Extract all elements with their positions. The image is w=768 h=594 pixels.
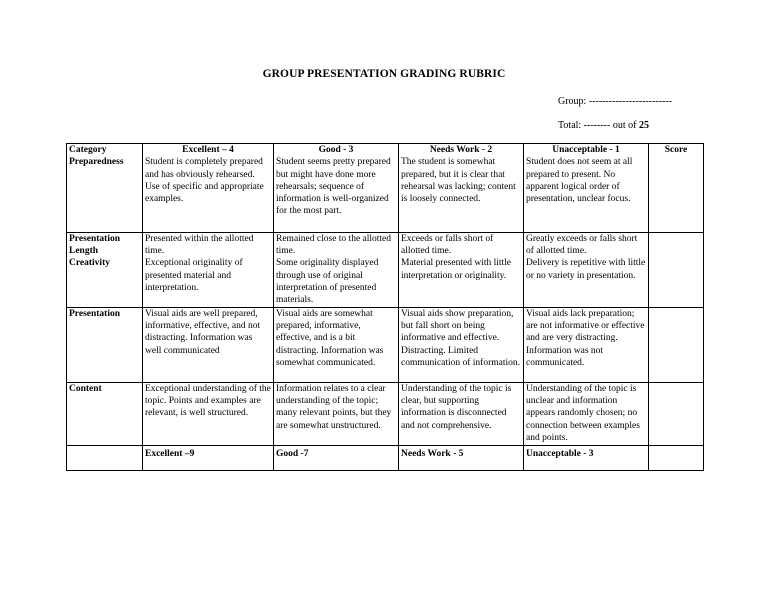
rubric-table bbox=[66, 143, 704, 471]
row-category: Content bbox=[67, 382, 143, 445]
cell-score bbox=[649, 232, 704, 257]
cell-unacceptable: Greatly exceeds or falls short of allotted time. bbox=[524, 232, 649, 257]
cell-good: Remained close to the allotted time. bbox=[274, 232, 399, 257]
cell-excellent: Visual aids are well prepared, informative, effective, and not distracting. Information was well communicated bbox=[143, 307, 274, 382]
summary-row bbox=[67, 445, 704, 470]
table-row bbox=[67, 156, 704, 232]
summary-unacceptable: Unacceptable - 3 bbox=[524, 445, 649, 470]
total-prefix: Total: -------- out of bbox=[558, 120, 639, 131]
table-row bbox=[67, 307, 704, 382]
cell-good: Information relates to a clear understanding of the topic; many relevant points, but they are somewhat unstructured. bbox=[274, 382, 399, 445]
header-needs-work: Needs Work - 2 bbox=[399, 144, 524, 157]
cell-excellent: Student is completely prepared and has obviously rehearsed. Use of specific and appropriate examples. bbox=[143, 156, 274, 232]
cell-needs-work: Exceeds or falls short of allotted time. bbox=[399, 232, 524, 257]
cell-score bbox=[649, 156, 704, 232]
cell-unacceptable: Delivery is repetitive with little or no variety in presentation. bbox=[524, 257, 649, 307]
cell-excellent: Exceptional originality of presented material and interpretation. bbox=[143, 257, 274, 307]
cell-score bbox=[649, 307, 704, 382]
table-row bbox=[67, 257, 704, 307]
summary-excellent: Excellent –9 bbox=[143, 445, 274, 470]
cell-unacceptable: Student does not seem at all prepared to present. No apparent logical order of presentation, unclear focus. bbox=[524, 156, 649, 232]
document-title: GROUP PRESENTATION GRADING RUBRIC bbox=[262, 68, 506, 80]
summary-category bbox=[67, 445, 143, 470]
cell-needs-work: Understanding of the topic is clear, but supporting information is disconnected and not comprehensive. bbox=[399, 382, 524, 445]
cell-score bbox=[649, 257, 704, 307]
cell-needs-work: Material presented with little interpretation or originality. bbox=[399, 257, 524, 307]
summary-good: Good -7 bbox=[274, 445, 399, 470]
cell-good: Student seems pretty prepared but might have done more rehearsals; sequence of information is well-organized for the most part. bbox=[274, 156, 399, 232]
group-field: Group: ------------------------- bbox=[558, 96, 673, 107]
header-unacceptable: Unacceptable - 1 bbox=[524, 144, 649, 157]
table-row bbox=[67, 232, 704, 257]
cell-excellent: Presented within the allotted time. bbox=[143, 232, 274, 257]
cell-unacceptable: Understanding of the topic is unclear and information appears randomly chosen; no connection between examples and points. bbox=[524, 382, 649, 445]
row-category: Creativity bbox=[67, 257, 143, 307]
cell-good: Visual aids are somewhat prepared, informative, effective, and is a bit distracting. Information was somewhat communicated. bbox=[274, 307, 399, 382]
row-category: Preparedness bbox=[67, 156, 143, 232]
cell-excellent: Exceptional understanding of the topic. Points and examples are relevant, is well structured. bbox=[143, 382, 274, 445]
cell-score bbox=[649, 382, 704, 445]
cell-good: Some originality displayed through use of original interpretation of presented materials. bbox=[274, 257, 399, 307]
total-max: 25 bbox=[638, 120, 649, 131]
header-score: Score bbox=[649, 144, 704, 157]
header-good: Good - 3 bbox=[274, 144, 399, 157]
total-field bbox=[558, 120, 649, 131]
header-excellent: Excellent – 4 bbox=[143, 144, 274, 157]
summary-score bbox=[649, 445, 704, 470]
header-row bbox=[67, 144, 704, 157]
cell-needs-work: Visual aids show preparation, but fall short on being informative and effective. Distracting. Limited communication of information. bbox=[399, 307, 524, 382]
cell-needs-work: The student is somewhat prepared, but it is clear that rehearsal was lacking; content is loosely connected. bbox=[399, 156, 524, 232]
header-category: Category bbox=[67, 144, 143, 157]
summary-needs-work: Needs Work - 5 bbox=[399, 445, 524, 470]
row-category: Presentation Length bbox=[67, 232, 143, 257]
cell-unacceptable: Visual aids lack preparation; are not informative or effective and are very distracting. Information was not communicated. bbox=[524, 307, 649, 382]
table-row bbox=[67, 382, 704, 445]
row-category: Presentation bbox=[67, 307, 143, 382]
